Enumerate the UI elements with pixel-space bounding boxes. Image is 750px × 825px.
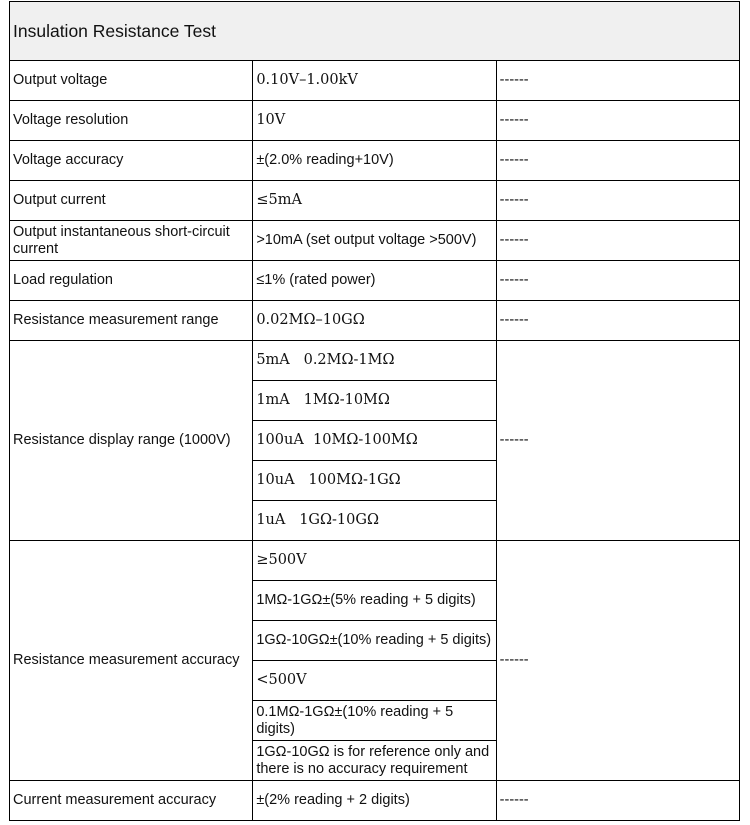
row-dash: ------ — [496, 301, 739, 341]
row-value: ≤1% (rated power) — [253, 261, 496, 301]
table-row — [10, 341, 740, 381]
display-range-item: 10uA 100MΩ-1GΩ — [253, 461, 496, 501]
table-row — [10, 301, 740, 341]
row-value: >10mA (set output voltage >500V) — [253, 221, 496, 261]
row-label: Resistance measurement range — [10, 301, 253, 341]
row-value: 10V — [253, 101, 496, 141]
accuracy-item: 1GΩ-10GΩ±(10% reading + 5 digits) — [253, 621, 496, 661]
row-label: Load regulation — [10, 261, 253, 301]
row-dash: ------ — [496, 61, 739, 101]
accuracy-label: Resistance measurement accuracy — [10, 541, 253, 781]
table-row — [10, 181, 740, 221]
row-label: Output voltage — [10, 61, 253, 101]
display-range-item: 1uA 1GΩ-10GΩ — [253, 501, 496, 541]
row-dash: ------ — [496, 781, 739, 821]
display-range-label: Resistance display range (1000V) — [10, 341, 253, 541]
row-dash: ------ — [496, 101, 739, 141]
table-row — [10, 61, 740, 101]
table-header-row — [10, 2, 740, 61]
row-label: Voltage resolution — [10, 101, 253, 141]
table-row — [10, 541, 740, 581]
row-value: ≤5mA — [253, 181, 496, 221]
row-dash: ------ — [496, 181, 739, 221]
accuracy-item: 1MΩ-1GΩ±(5% reading + 5 digits) — [253, 581, 496, 621]
row-label: Current measurement accuracy — [10, 781, 253, 821]
row-dash: ------ — [496, 341, 739, 541]
table-title: Insulation Resistance Test — [10, 2, 740, 61]
display-range-item: 100uA 10MΩ-100MΩ — [253, 421, 496, 461]
row-value: 0.02MΩ–10GΩ — [253, 301, 496, 341]
accuracy-item: 1GΩ-10GΩ is for reference only and there is no accuracy requirement — [253, 741, 496, 781]
row-dash: ------ — [496, 541, 739, 781]
row-dash: ------ — [496, 261, 739, 301]
row-value: ±(2% reading + 2 digits) — [253, 781, 496, 821]
table-row — [10, 141, 740, 181]
row-label: Output instantaneous short-circuit current — [10, 221, 253, 261]
row-label: Output current — [10, 181, 253, 221]
row-value: 0.10V–1.00kV — [253, 61, 496, 101]
table-row — [10, 261, 740, 301]
accuracy-item: 0.1MΩ-1GΩ±(10% reading + 5 digits) — [253, 701, 496, 741]
display-range-item: 1mA 1MΩ-10MΩ — [253, 381, 496, 421]
accuracy-item: ≥500V — [253, 541, 496, 581]
row-value: ±(2.0% reading+10V) — [253, 141, 496, 181]
row-label: Voltage accuracy — [10, 141, 253, 181]
row-dash: ------ — [496, 221, 739, 261]
accuracy-item: <500V — [253, 661, 496, 701]
row-dash: ------ — [496, 141, 739, 181]
table-row — [10, 101, 740, 141]
display-range-item: 5mA 0.2MΩ-1MΩ — [253, 341, 496, 381]
table-row — [10, 781, 740, 821]
spec-table — [9, 1, 740, 821]
table-row — [10, 221, 740, 261]
